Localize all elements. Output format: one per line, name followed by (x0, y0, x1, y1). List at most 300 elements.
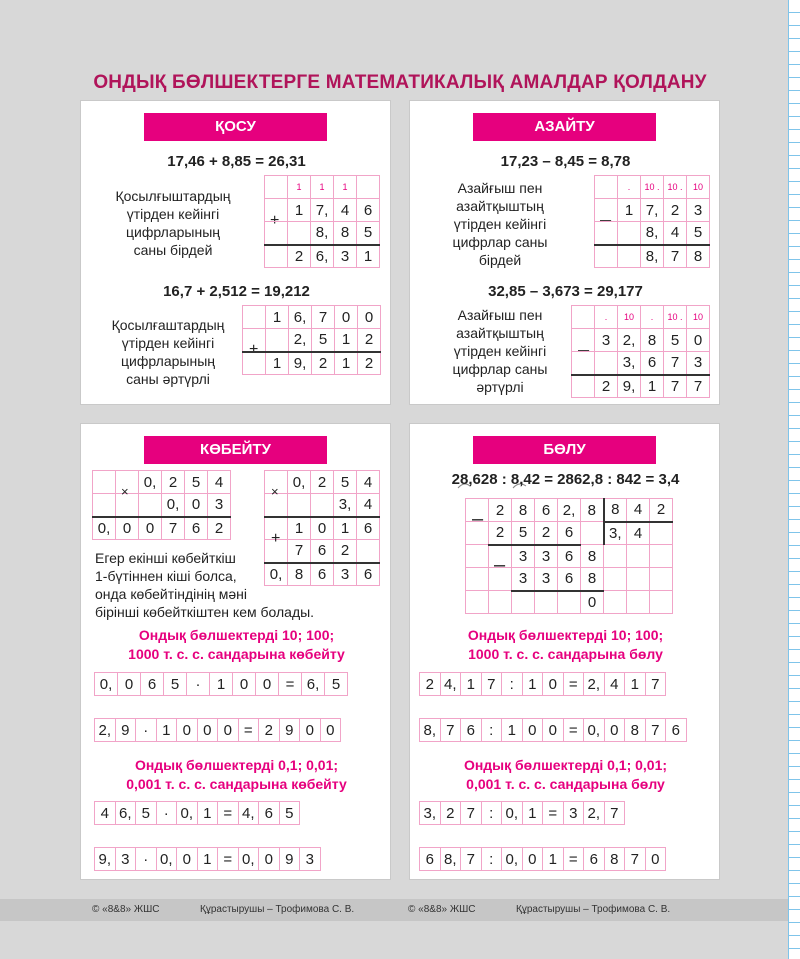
grid-cell: 1 (502, 719, 523, 742)
grid-cell: . (618, 176, 641, 199)
grid-cell (618, 245, 641, 268)
grid-cell: 1 (197, 848, 218, 871)
grid-cell: 6 (259, 802, 280, 825)
grid-cell (595, 222, 618, 245)
grid-cell: 3, (618, 352, 641, 375)
grid-cell: 0 (543, 673, 564, 696)
grid-cell: 3 (334, 563, 357, 586)
grid-cell: 10 . (664, 176, 687, 199)
grid-cell: 0, (139, 471, 162, 494)
grid-row (95, 673, 348, 696)
grid-cell: = (563, 673, 584, 696)
grid-cell: 9, (618, 375, 641, 398)
grid-cell: 2 (664, 199, 687, 222)
grid-cell: 0 (300, 719, 321, 742)
grid-row (595, 199, 710, 222)
grid-cell: 4 (604, 673, 625, 696)
minus-sign: – (578, 339, 590, 361)
grid-cell: 2 (489, 522, 512, 545)
grid-cell: 5 (164, 673, 187, 696)
grid-cell: 1 (334, 176, 357, 199)
grid-cell: 0 (522, 719, 543, 742)
grid-cell: 2 (259, 719, 280, 742)
grid-cell: 0 (604, 719, 625, 742)
grid-cell: 9 (115, 719, 136, 742)
grid-cell: 10 (687, 306, 710, 329)
grid-cell: . (595, 306, 618, 329)
grid-row (572, 306, 710, 329)
grid-cell: 6 (558, 545, 581, 568)
plus-sign: + (271, 530, 281, 547)
grid-cell: 8 (625, 719, 646, 742)
grid-row (265, 222, 380, 245)
grid-cell: 2 (208, 517, 231, 540)
addition-panel (80, 100, 391, 405)
grid-cell (604, 568, 627, 591)
grid-cell: 6 (141, 673, 164, 696)
plus-sign: + (270, 212, 280, 229)
grid-cell: : (481, 802, 502, 825)
grid-cell: 1 (266, 352, 289, 375)
multiplication-subheading-2: Ондық бөлшектерді 0,1; 0,01; 0,001 т. с. с. сандарына көбейту (126, 757, 347, 792)
footer-author-left: Құрастырушы – Трофимова С. В. (200, 904, 355, 915)
grid-cell: 2 (358, 352, 381, 375)
grid-cell: 4, (238, 802, 259, 825)
grid-cell (489, 591, 512, 614)
grid-cell (466, 591, 489, 614)
grid-cell: 7, (641, 199, 664, 222)
grid-cell (618, 222, 641, 245)
grid-cell: 1 (543, 848, 564, 871)
grid-cell: 5 (136, 802, 157, 825)
grid-row (420, 802, 625, 825)
grid-row (243, 306, 381, 329)
addition-grid-2 (242, 305, 381, 375)
grid-cell: 0, (156, 848, 177, 871)
subtraction-note-1: Азайғыш пен азайтқыштың үтірден кейінгі цифрлар саны бірдей (452, 180, 548, 268)
grid-cell: 4 (357, 471, 380, 494)
grid-cell: = (238, 719, 259, 742)
grid-cell: 4 (627, 499, 650, 522)
grid-cell: 7 (664, 375, 687, 398)
grid-row (595, 245, 710, 268)
grid-cell: 8, (420, 719, 441, 742)
grid-cell: 7 (604, 802, 625, 825)
grid-cell (627, 568, 650, 591)
grid-cell: 4 (334, 199, 357, 222)
grid-cell: 4 (627, 522, 650, 545)
grid-cell: 8 (581, 499, 604, 522)
grid-cell: 0, (93, 517, 116, 540)
grid-cell: 3 (512, 568, 535, 591)
footer-author-right: Құрастырушы – Трофимова С. В. (516, 904, 671, 915)
addition-equation-1: 17,46 + 8,85 = 26,31 (167, 153, 306, 170)
minus-sign: – (494, 554, 506, 576)
grid-cell: 10 . (641, 176, 664, 199)
grid-cell: 5 (312, 329, 335, 352)
grid-cell (243, 306, 266, 329)
grid-cell: 1 (625, 673, 646, 696)
grid-cell: 1 (156, 719, 177, 742)
grid-cell: 10 (618, 306, 641, 329)
grid-cell: 7 (645, 673, 666, 696)
addition-label: ҚОСУ (144, 113, 327, 141)
grid-cell: 3 (334, 245, 357, 268)
grid-cell (627, 545, 650, 568)
grid-cell: : (502, 673, 523, 696)
grid-cell: 1 (641, 375, 664, 398)
multiplication-row-4 (94, 847, 321, 871)
page-title: ОНДЫҚ БӨЛШЕКТЕРГЕ МАТЕМАТИКАЛЫҚ АМАЛДАР ҚОЛДАНУ (93, 72, 707, 93)
minus-sign: – (472, 508, 484, 530)
grid-cell: 6 (535, 499, 558, 522)
grid-cell: 5 (185, 471, 208, 494)
grid-cell: 3 (115, 848, 136, 871)
grid-cell: 0, (177, 802, 198, 825)
grid-cell: 1 (334, 517, 357, 540)
grid-cell: 7 (162, 517, 185, 540)
grid-cell (466, 499, 489, 522)
grid-cell: 6 (311, 540, 334, 563)
grid-row (265, 176, 380, 199)
grid-row (265, 245, 380, 268)
grid-cell: 0 (687, 329, 710, 352)
grid-cell: 2, (618, 329, 641, 352)
multiplication-subheading-1: Ондық бөлшектерді 10; 100; 1000 т. с. с. сандарына көбейту (128, 627, 345, 662)
grid-cell: 7 (687, 375, 710, 398)
grid-cell (595, 176, 618, 199)
division-panel (409, 423, 720, 880)
grid-cell (139, 494, 162, 517)
grid-cell: 5 (357, 222, 380, 245)
grid-cell: 1 (288, 199, 311, 222)
grid-row (265, 199, 380, 222)
addition-equation-2: 16,7 + 2,512 = 19,212 (163, 283, 310, 300)
grid-cell: 6 (357, 199, 380, 222)
grid-cell: 2, (584, 802, 605, 825)
grid-cell: 2, (584, 673, 605, 696)
grid-cell: 10 . (664, 306, 687, 329)
multiplication-label: КӨБЕЙТУ (144, 436, 327, 464)
grid-cell (535, 591, 558, 614)
grid-row (95, 802, 300, 825)
grid-cell: 7 (625, 848, 646, 871)
grid-cell: 2 (312, 352, 335, 375)
grid-cell: 1 (618, 199, 641, 222)
grid-cell: 3 (563, 802, 584, 825)
grid-cell: 7 (645, 719, 666, 742)
grid-row (265, 471, 380, 494)
grid-cell: = (279, 673, 302, 696)
grid-cell: 7 (481, 673, 502, 696)
division-row-1 (419, 672, 666, 696)
grid-cell: 0 (233, 673, 256, 696)
grid-cell: 4 (95, 802, 116, 825)
grid-row (595, 176, 710, 199)
subtraction-label: АЗАЙТУ (473, 113, 656, 141)
footer-copyright-right: © «8&8» ЖШС (408, 904, 476, 915)
grid-cell: · (187, 673, 210, 696)
grid-cell: 2, (558, 499, 581, 522)
grid-cell (595, 199, 618, 222)
grid-cell: 8 (687, 245, 710, 268)
grid-row (466, 499, 673, 522)
grid-cell: 7 (440, 719, 461, 742)
grid-row (595, 222, 710, 245)
grid-cell: 0 (197, 719, 218, 742)
grid-cell: 6, (289, 306, 312, 329)
grid-cell: 6, (115, 802, 136, 825)
multiplication-note: Егер екінші көбейткіш 1-бүтіннен кіші болса, онда көбейтіндінің мәні бірінші көбейткіштен кем болады. (95, 550, 315, 620)
grid-cell: 6 (641, 352, 664, 375)
grid-cell: 6 (666, 719, 687, 742)
times-sign: × (271, 484, 279, 499)
grid-cell: 7 (312, 306, 335, 329)
grid-cell: 8 (512, 499, 535, 522)
grid-cell: 1 (357, 245, 380, 268)
subtraction-equation-2: 32,85 – 3,673 = 29,177 (488, 283, 643, 300)
grid-cell: 9 (279, 719, 300, 742)
grid-cell: 0, (288, 471, 311, 494)
grid-cell: 5 (687, 222, 710, 245)
grid-cell (489, 545, 512, 568)
grid-cell (489, 568, 512, 591)
multiplication-panel (80, 423, 391, 880)
subtraction-grid-1 (594, 175, 710, 268)
grid-cell: 0 (177, 848, 198, 871)
grid-cell: 8 (604, 848, 625, 871)
grid-cell: 0, (238, 848, 259, 871)
grid-cell: 0 (581, 591, 604, 614)
grid-cell: 3 (300, 848, 321, 871)
division-row-2 (419, 718, 687, 742)
grid-cell: 6 (461, 719, 482, 742)
grid-cell: = (563, 848, 584, 871)
subtraction-note-2: Азайғыш пен азайтқыштың үтірден кейінгі цифрлар саны әртүрлі (452, 307, 548, 395)
grid-cell: 8 (288, 563, 311, 586)
grid-cell (512, 591, 535, 614)
grid-cell: 1 (461, 673, 482, 696)
grid-cell: 6 (420, 848, 441, 871)
grid-row (93, 471, 231, 494)
grid-cell: 10 (687, 176, 710, 199)
grid-cell: 2 (440, 802, 461, 825)
grid-cell: · (156, 802, 177, 825)
grid-cell: 2 (288, 245, 311, 268)
grid-cell (604, 591, 627, 614)
grid-cell: 3 (512, 545, 535, 568)
multiplication-row-3 (94, 801, 300, 825)
addition-grid-1 (264, 175, 380, 268)
grid-cell: : (481, 848, 502, 871)
grid-cell: 2, (95, 719, 116, 742)
grid-cell (243, 329, 266, 352)
grid-cell: 1 (335, 352, 358, 375)
grid-cell: 3 (687, 352, 710, 375)
grid-cell: 8 (604, 499, 627, 522)
grid-cell: 8 (641, 329, 664, 352)
grid-row (243, 329, 381, 352)
grid-cell: 0, (502, 848, 523, 871)
addition-note-1: Қосылғыштардың үтірден кейінгі цифрларының саны бірдей (115, 188, 231, 258)
grid-cell: 0 (311, 517, 334, 540)
grid-cell: 3 (595, 329, 618, 352)
footer-copyright-left: © «8&8» ЖШС (92, 904, 160, 915)
times-sign: × (121, 484, 129, 499)
grid-cell: 0 (522, 848, 543, 871)
grid-cell: 4 (208, 471, 231, 494)
grid-cell (466, 545, 489, 568)
grid-row (95, 848, 321, 871)
grid-row (265, 517, 380, 540)
grid-cell: 8, (311, 222, 334, 245)
grid-cell: 2 (358, 329, 381, 352)
grid-cell (93, 471, 116, 494)
grid-cell: 5 (664, 329, 687, 352)
grid-cell (243, 352, 266, 375)
grid-cell: 1 (266, 306, 289, 329)
grid-row (243, 352, 381, 375)
grid-cell (466, 522, 489, 545)
grid-cell (595, 352, 618, 375)
grid-cell (265, 245, 288, 268)
grid-cell (265, 199, 288, 222)
grid-cell: 5 (279, 802, 300, 825)
grid-cell: 6 (357, 517, 380, 540)
grid-cell (572, 375, 595, 398)
grid-cell: 6, (302, 673, 325, 696)
grid-row (93, 517, 231, 540)
grid-row (420, 848, 666, 871)
grid-cell: 0 (358, 306, 381, 329)
grid-cell (572, 329, 595, 352)
grid-cell: = (563, 719, 584, 742)
long-division-grid (465, 498, 673, 614)
grid-cell: 4 (664, 222, 687, 245)
grid-cell: 1 (288, 517, 311, 540)
grid-cell: 0, (502, 802, 523, 825)
grid-cell: 3, (604, 522, 627, 545)
minus-sign: – (600, 209, 612, 231)
grid-cell (357, 176, 380, 199)
subtraction-equation-1: 17,23 – 8,45 = 8,78 (500, 153, 631, 170)
grid-cell: 5 (325, 673, 348, 696)
grid-row (466, 522, 673, 545)
grid-cell: 6 (311, 563, 334, 586)
division-subheading-1: Ондық бөлшектерді 10; 100; 1000 т. с. с. сандарына бөлу (467, 627, 664, 662)
grid-cell (311, 494, 334, 517)
addition-note-2: Қосылғаштардың үтірден кейінгі цифрларының саны әртүрлі (111, 317, 225, 387)
division-subheading-2: Ондық бөлшектерді 0,1; 0,01; 0,001 т. с. с. сандарына бөлу (463, 757, 668, 792)
grid-cell: 0 (116, 517, 139, 540)
grid-cell (581, 522, 604, 545)
grid-cell: = (218, 802, 239, 825)
grid-cell: 7 (461, 802, 482, 825)
division-row-4 (419, 847, 666, 871)
grid-row (572, 352, 710, 375)
grid-cell: = (543, 802, 564, 825)
grid-cell (650, 545, 673, 568)
grid-cell: 2 (535, 522, 558, 545)
grid-cell: 6 (558, 568, 581, 591)
grid-cell: 2 (334, 540, 357, 563)
grid-cell: 3 (208, 494, 231, 517)
notebook-edge (788, 0, 800, 959)
grid-row (420, 673, 666, 696)
subtraction-grid-2 (571, 305, 710, 398)
grid-cell: 6 (584, 848, 605, 871)
grid-cell: 3 (535, 545, 558, 568)
grid-cell: 2 (595, 375, 618, 398)
grid-cell: 7 (288, 540, 311, 563)
grid-cell (93, 494, 116, 517)
footer (0, 899, 790, 921)
grid-cell: 9, (95, 848, 116, 871)
grid-cell: 1 (197, 802, 218, 825)
grid-cell: 0 (185, 494, 208, 517)
grid-cell: 2 (162, 471, 185, 494)
grid-cell: . (641, 306, 664, 329)
grid-cell: 6 (185, 517, 208, 540)
grid-row (466, 545, 673, 568)
grid-row (95, 719, 341, 742)
grid-row (572, 329, 710, 352)
grid-cell: 5 (512, 522, 535, 545)
grid-cell: 9, (289, 352, 312, 375)
grid-row (93, 494, 231, 517)
multiplication-row-2 (94, 718, 341, 742)
grid-row (265, 494, 380, 517)
grid-cell: 0 (256, 673, 279, 696)
grid-cell: 2 (311, 471, 334, 494)
division-label: БӨЛУ (473, 436, 656, 464)
grid-cell (288, 222, 311, 245)
grid-cell: 3, (420, 802, 441, 825)
grid-cell: 4, (440, 673, 461, 696)
grid-cell (265, 222, 288, 245)
grid-cell: 2, (289, 329, 312, 352)
grid-cell (466, 568, 489, 591)
grid-cell (650, 522, 673, 545)
grid-cell: 7, (311, 199, 334, 222)
grid-cell: 0, (162, 494, 185, 517)
division-equation: 28,628 : 8,42 = 2862,8 : 842 = 3,4 (451, 471, 680, 488)
multiplication-row-1 (94, 672, 348, 696)
grid-cell: · (136, 719, 157, 742)
grid-cell (627, 591, 650, 614)
grid-cell: 7 (461, 848, 482, 871)
grid-cell: 5 (334, 471, 357, 494)
grid-cell (595, 245, 618, 268)
grid-cell: 8, (641, 245, 664, 268)
grid-cell: : (481, 719, 502, 742)
grid-cell: 0, (95, 673, 118, 696)
grid-cell: 1 (210, 673, 233, 696)
grid-cell (604, 545, 627, 568)
grid-cell: 7 (664, 245, 687, 268)
grid-cell: 9 (279, 848, 300, 871)
grid-row (420, 719, 687, 742)
grid-cell: 8, (440, 848, 461, 871)
grid-cell (572, 352, 595, 375)
grid-cell: 0 (645, 848, 666, 871)
grid-cell (558, 591, 581, 614)
grid-cell: 0, (265, 563, 288, 586)
grid-cell: 1 (522, 802, 543, 825)
grid-cell: 3 (535, 568, 558, 591)
multiplication-grid-1 (92, 470, 231, 540)
grid-row (466, 591, 673, 614)
